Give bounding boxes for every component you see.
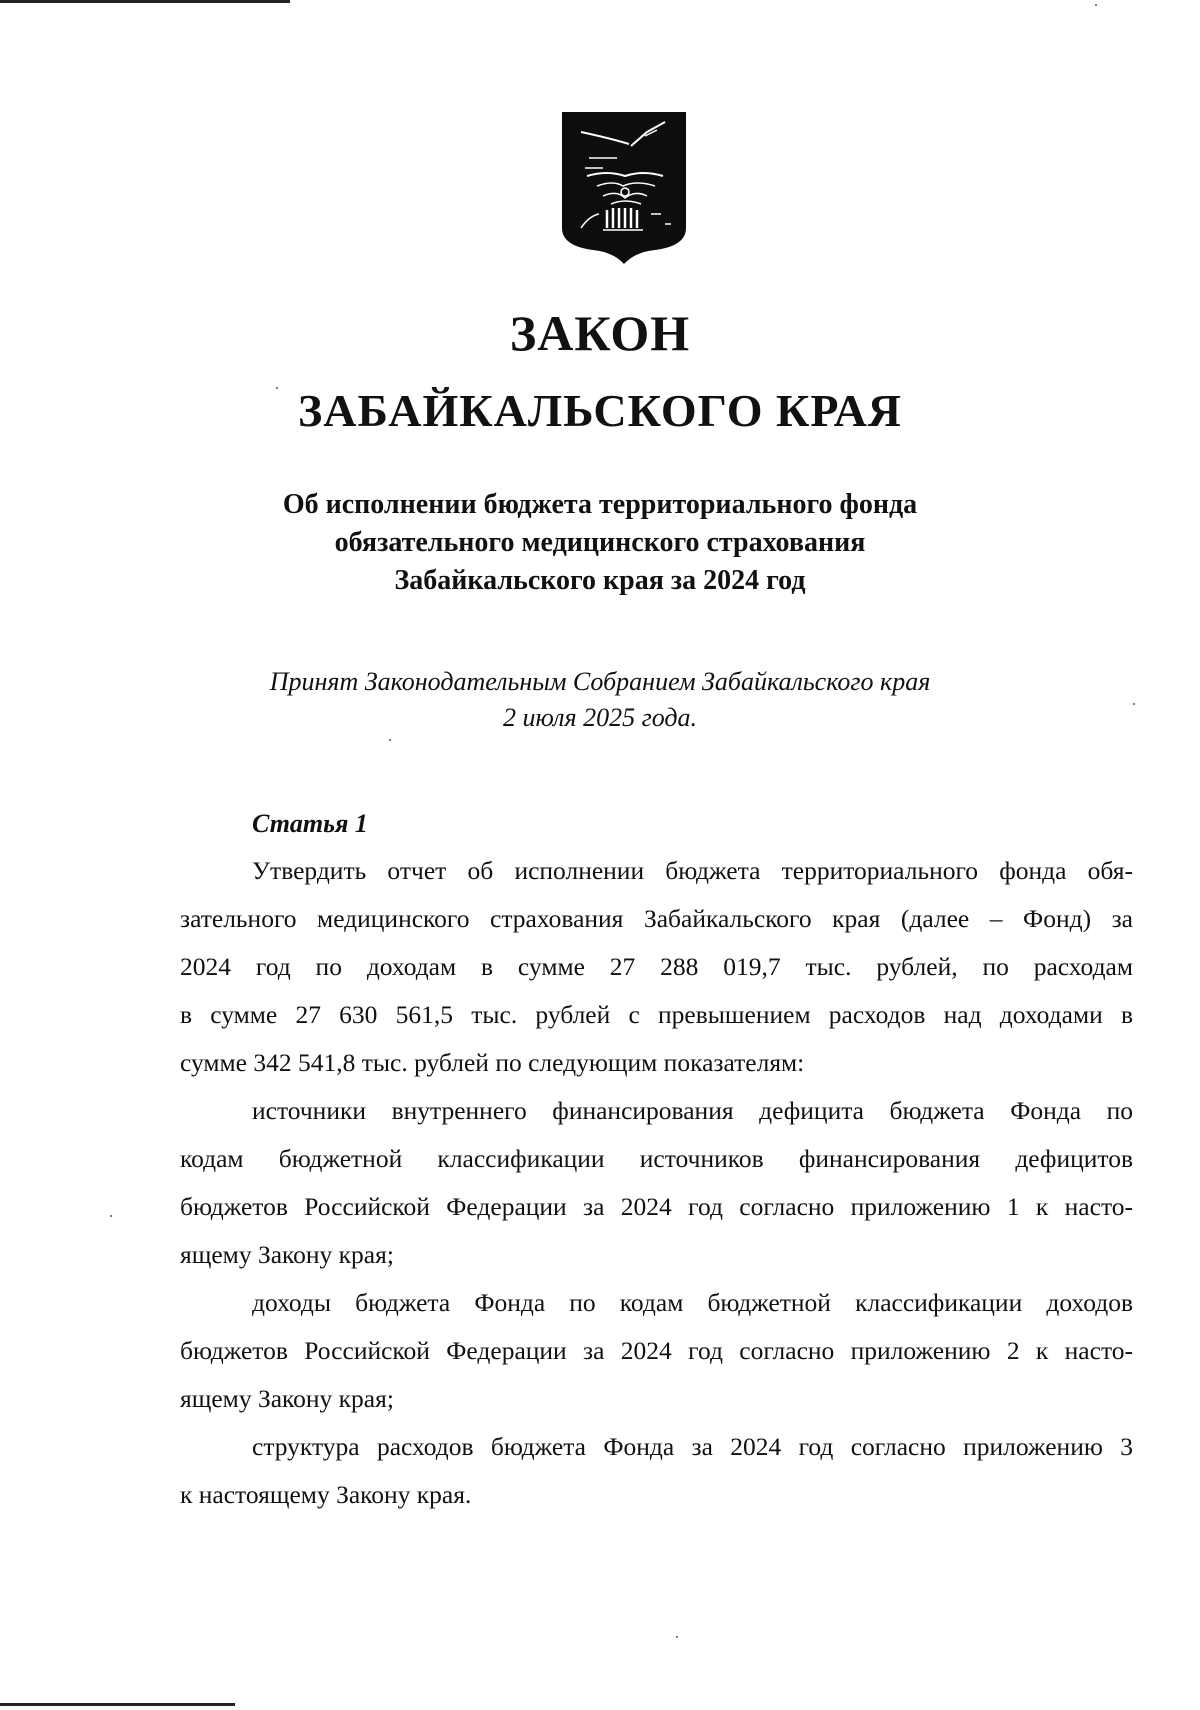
text-line: Утвердить отчет об исполнении бюджета территориального фонда обя- [252,856,1133,885]
text-line: ящему Закону края; [180,1240,394,1269]
adoption-date-line: 2 июля 2025 года. [502,703,698,732]
article-1-paragraph-1 [180,847,1133,1087]
adoption-note [150,664,1050,736]
coat-of-arms-icon [559,110,689,264]
law-title [150,486,1050,600]
text-line: бюджетов Российской Федерации за 2024 год согласно приложению 1 к насто- [180,1192,1133,1221]
article-1-title: Статья 1 [252,809,368,838]
adoption-note-line: Принят Законодательным Собранием Забайкальского края [269,667,931,696]
article-1-paragraph-4 [180,1423,1133,1519]
scan-edge-line-bottom [0,1703,235,1706]
region-heading: ЗАБАЙКАЛЬСКОГО КРАЯ [297,385,903,436]
text-line: доходы бюджета Фонда по кодам бюджетной классификации доходов [252,1288,1133,1317]
text-line: ящему Закону края; [180,1384,394,1413]
text-line: источники внутреннего финансирования дефицита бюджета Фонда по [252,1096,1133,1125]
text-line: кодам бюджетной классификации источников финансирования дефицитов [180,1144,1133,1173]
article-1-paragraph-2 [180,1087,1133,1279]
text-line: сумме 342 541,8 тыс. рублей по следующим показателям: [180,1048,805,1077]
text-line: зательного медицинского страхования Забайкальского края (далее – Фонд) за [180,904,1133,933]
text-line: к настоящему Закону края. [180,1480,472,1509]
law-title-line: Забайкальского края за 2024 год [394,565,806,596]
scan-speck [1095,4,1097,6]
scan-speck [1133,703,1135,705]
scan-speck [676,1636,678,1638]
text-line: 2024 год по доходам в сумме 27 288 019,7 тыс. рублей, по расходам [180,952,1133,981]
article-1-paragraph-3 [180,1279,1133,1423]
scan-speck [110,1215,112,1217]
scan-edge-line-top [0,0,290,3]
text-line: в сумме 27 630 561,5 тыс. рублей с превышением расходов над доходами в [180,1000,1133,1029]
scan-speck [389,739,391,741]
law-heading: ЗАКОН [509,305,691,361]
law-title-line: Об исполнении бюджета территориального фонда [282,489,918,520]
law-title-line: обязательного медицинского страхования [334,527,866,558]
text-line: структура расходов бюджета Фонда за 2024 год согласно приложению 3 [252,1432,1133,1461]
text-line: бюджетов Российской Федерации за 2024 год согласно приложению 2 к насто- [180,1336,1133,1365]
